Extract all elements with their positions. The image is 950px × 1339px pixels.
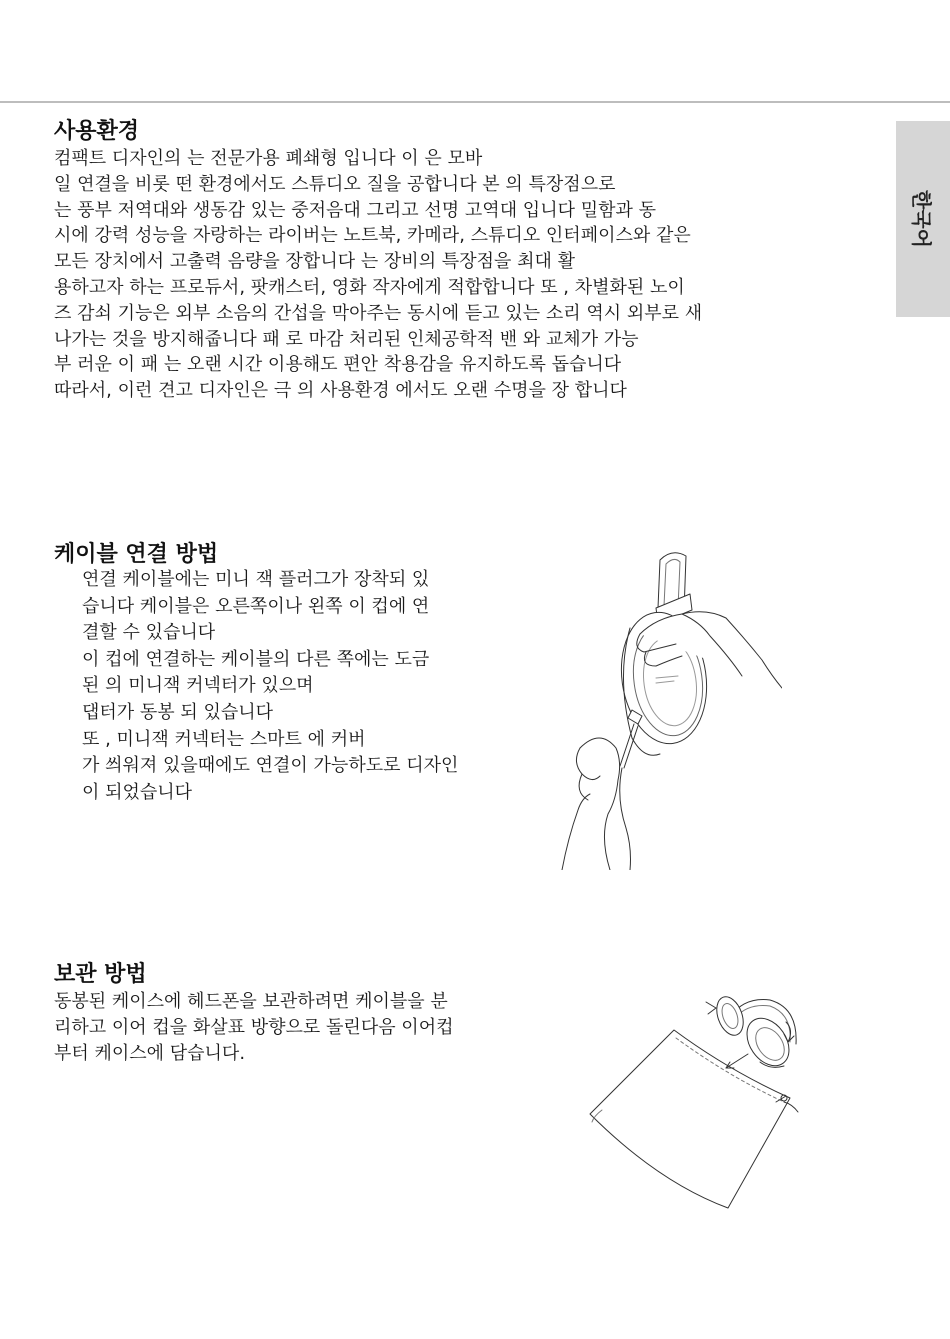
paragraph-line: 댑터가 동봉 되 있습니다 xyxy=(82,701,274,723)
paragraph-line: 일 연결을 비롯 떤 환경에서도 스튜디오 질을 공합니다 본 의 특장점으로 xyxy=(54,173,616,195)
paragraph-line: 이 되었습니다 xyxy=(82,781,193,803)
paragraph-line: 는 풍부 저역대와 생동감 있는 중저음대 그리고 선명 고역대 입니다 밀함과 동 xyxy=(54,199,656,221)
paragraph-line: 동봉된 케이스에 헤드폰을 보관하려면 케이블을 분 xyxy=(54,991,448,1012)
paragraph-line: 즈 감쇠 기능은 외부 소음의 간섭을 막아주는 동시에 듣고 있는 소리 역시 외부로 새 xyxy=(54,302,703,324)
paragraph-line: 된 의 미니잭 커넥터가 있으며 xyxy=(82,675,314,697)
header-rule xyxy=(0,101,950,103)
paragraph-line: 리하고 이어 컵을 화살표 방향으로 돌린다음 이어컵 xyxy=(54,1016,454,1038)
environment-paragraph xyxy=(54,146,702,404)
paragraph-line: 모든 장치에서 고출력 음량을 장합니다 는 장비의 특장점을 최대 활 xyxy=(54,251,575,273)
paragraph-line: 부 러운 이 패 는 오랜 시간 이용해도 편안 착용감을 유지하도록 돕습니다 xyxy=(54,354,622,376)
cable-connection-illustration xyxy=(560,548,782,870)
paragraph-line: 가 씌워져 있을때에도 연결이 가능하도로 디자인 xyxy=(82,755,459,777)
paragraph-line: 컴팩트 디자인의 는 전문가용 폐쇄형 입니다 이 은 모바 xyxy=(54,148,483,169)
paragraph-line: 용하고자 하는 프로듀서, 팟캐스터, 영화 작자에게 적합합니다 또 , 차별화된 노이 xyxy=(54,276,685,298)
paragraph-line: 또 , 미니잭 커넥터는 스마트 에 커버 xyxy=(82,728,366,750)
paragraph-line: 이 컵에 연결하는 케이블의 다른 쪽에는 도금 xyxy=(82,648,430,670)
storage-paragraph xyxy=(54,989,453,1066)
storage-pouch-illustration xyxy=(588,992,808,1214)
environment-heading: 사용환경 xyxy=(54,119,140,144)
language-tab-label: 한국어 xyxy=(909,190,934,248)
storage-heading: 보관 방법 xyxy=(54,962,147,987)
cable-paragraph xyxy=(82,567,458,806)
paragraph-line: 시에 강력 성능을 자랑하는 라이버는 노트북, 카메라, 스튜디오 인터페이스와 같은 xyxy=(54,225,691,247)
paragraph-line: 나가는 것을 방지해줍니다 패 로 마감 처리된 인체공학적 밴 와 교체가 가능 xyxy=(54,328,639,350)
paragraph-line: 따라서, 이런 견고 디자인은 극 의 사용환경 에서도 오랜 수명을 장 합니다 xyxy=(54,380,627,402)
cable-heading: 케이블 연결 방법 xyxy=(54,542,219,567)
paragraph-line: 연결 케이블에는 미니 잭 플러그가 장착되 있 xyxy=(82,569,430,590)
paragraph-line: 결할 수 있습니다 xyxy=(82,622,216,644)
paragraph-line: 부터 케이스에 담습니다. xyxy=(54,1042,246,1064)
language-tab xyxy=(896,121,950,317)
paragraph-line: 습니다 케이블은 오른쪽이나 왼쪽 이 컵에 연 xyxy=(82,595,430,617)
